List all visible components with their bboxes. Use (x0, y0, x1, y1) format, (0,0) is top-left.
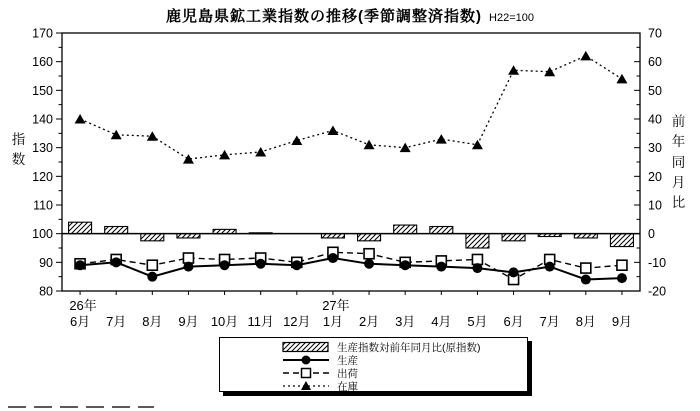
shipment-point (183, 253, 193, 263)
shipment-point (147, 260, 157, 270)
inventory-point (183, 154, 194, 164)
inventory-point (327, 125, 338, 134)
inventory-series (75, 51, 628, 164)
production-point (617, 273, 627, 283)
shipment-point (364, 249, 374, 259)
solid-line-circle-icon (282, 354, 330, 366)
svg-text:160: 160 (32, 55, 53, 70)
svg-text:4月: 4月 (431, 314, 452, 329)
inventory-point (616, 74, 627, 84)
yoy-bar (105, 227, 128, 234)
inventory-point (436, 134, 447, 144)
production-point (111, 257, 121, 267)
inventory-point (219, 150, 230, 160)
svg-text:150: 150 (32, 83, 53, 98)
svg-text:130: 130 (32, 141, 53, 156)
left-axis-title: 指数 (11, 132, 26, 168)
svg-text:1月: 1月 (322, 314, 344, 329)
legend-item-shipment (282, 367, 527, 379)
svg-text:0: 0 (648, 227, 655, 242)
production-point (509, 267, 519, 277)
yoy-bar (358, 234, 381, 241)
svg-text:9月: 9月 (178, 314, 199, 329)
svg-text:9月: 9月 (611, 314, 633, 329)
svg-text:6月: 6月 (69, 314, 91, 329)
svg-text:140: 140 (32, 112, 53, 127)
svg-text:11月: 11月 (247, 314, 274, 329)
yoy-bar (394, 225, 417, 234)
production-point (545, 262, 555, 272)
chart-title: 鹿児島県鉱工業指数の推移(季節調整済指数) (166, 8, 483, 25)
hatched-bar-swatch-icon (282, 341, 330, 353)
svg-text:70: 70 (648, 26, 662, 41)
svg-text:30: 30 (648, 141, 662, 156)
yoy-bar (69, 222, 92, 233)
svg-text:7月: 7月 (106, 314, 127, 329)
production-point (220, 260, 230, 270)
inventory-point (580, 51, 591, 61)
svg-text:120: 120 (32, 169, 53, 184)
svg-text:50: 50 (648, 83, 662, 98)
axis-tick-labels (32, 27, 666, 299)
svg-text:10: 10 (648, 198, 662, 213)
production-point (292, 260, 302, 270)
svg-text:90: 90 (39, 255, 53, 270)
shipment-point (472, 254, 482, 264)
inventory-point (255, 147, 266, 157)
production-point (436, 262, 446, 272)
production-point (256, 259, 266, 269)
svg-text:27年: 27年 (322, 298, 350, 313)
legend-item-inventory (282, 380, 527, 392)
production-point (581, 275, 591, 285)
legend-item-yoy-bar (282, 341, 527, 353)
svg-text:5月: 5月 (467, 314, 488, 329)
legend-item-production (282, 354, 527, 366)
production-point (147, 272, 157, 282)
svg-text:10月: 10月 (210, 314, 239, 329)
yoy-bar (466, 234, 489, 248)
shipment-series (75, 247, 627, 284)
shipment-point (581, 263, 591, 273)
yoy-bar (141, 234, 164, 241)
svg-text:80: 80 (39, 284, 53, 299)
svg-text:40: 40 (648, 112, 662, 127)
svg-text:170: 170 (32, 26, 53, 41)
svg-text:110: 110 (33, 198, 53, 213)
inventory-point (291, 136, 302, 146)
svg-text:60: 60 (648, 55, 662, 70)
svg-text:20: 20 (648, 169, 662, 184)
production-point (328, 253, 338, 263)
yoy-bar (610, 234, 633, 247)
production-point (472, 263, 482, 273)
legend-label-yoy-bar: 生産指数対前年同月比(原指数) (337, 341, 481, 354)
production-point (75, 260, 85, 270)
svg-text:100: 100 (32, 227, 53, 242)
yoy-bar (430, 227, 453, 234)
shipment-point (617, 260, 627, 270)
yoy-bar (502, 234, 525, 241)
svg-text:26年: 26年 (69, 298, 97, 313)
inventory-point (111, 130, 122, 140)
svg-text:12月: 12月 (283, 314, 311, 329)
svg-text:6月: 6月 (503, 314, 524, 329)
svg-text:8月: 8月 (142, 314, 163, 329)
svg-text:3月: 3月 (395, 314, 416, 329)
x-axis-labels (69, 298, 632, 329)
right-axis-title: 前年同月比 (671, 114, 686, 210)
production-point (183, 262, 193, 272)
production-point (364, 259, 374, 269)
svg-text:2月: 2月 (358, 314, 380, 329)
dotted-line-triangle-icon (282, 380, 330, 392)
legend-label-shipment: 出荷 (337, 367, 358, 380)
svg-text:7月: 7月 (539, 314, 560, 329)
dashed-line-square-icon (282, 367, 330, 379)
base-year-note: H22=100 (489, 12, 534, 24)
yoy-bar-series (69, 222, 634, 248)
legend (219, 337, 528, 392)
svg-text:-10: -10 (648, 255, 667, 270)
production-point (400, 260, 410, 270)
inventory-point (364, 140, 375, 150)
svg-text:8月: 8月 (575, 314, 596, 329)
legend-label-production: 生産 (337, 354, 358, 367)
cropped-content-edge (8, 406, 154, 408)
inventory-point (75, 114, 86, 124)
legend-label-inventory: 在庫 (337, 380, 358, 393)
svg-text:-20: -20 (648, 284, 667, 299)
